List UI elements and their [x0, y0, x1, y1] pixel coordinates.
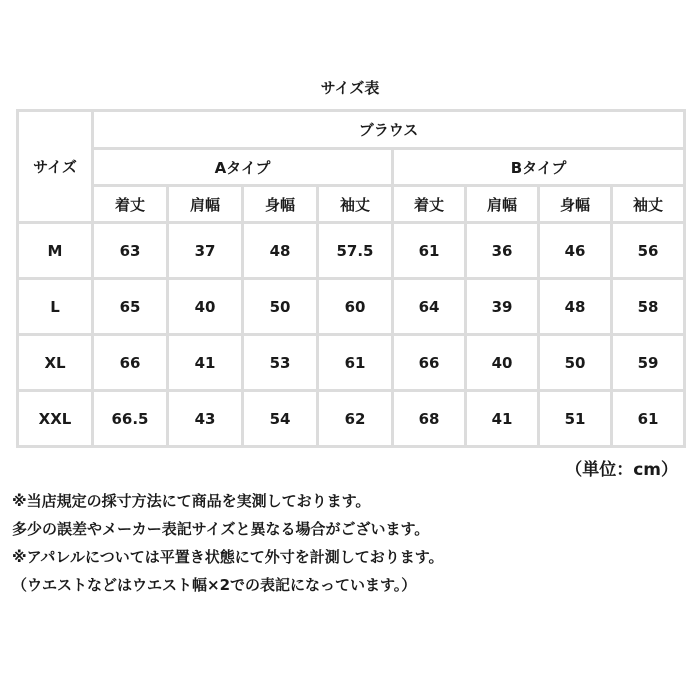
table-cell: 36 [466, 223, 539, 279]
table-cell: 66 [393, 335, 466, 391]
table-cell: 61 [393, 223, 466, 279]
note-line: （ウエストなどはウエスト幅×2での表記になっています。） [12, 576, 417, 594]
size-label: XXL [18, 391, 93, 447]
column-header: 袖丈 [612, 186, 685, 223]
unit-label: （単位：cm） [565, 460, 678, 480]
table-cell: 43 [168, 391, 243, 447]
column-header: 肩幅 [168, 186, 243, 223]
size-table [16, 109, 686, 448]
table-cell: 41 [466, 391, 539, 447]
group-header: ブラウス [93, 111, 685, 149]
type-a-header: Aタイプ [93, 149, 393, 186]
table-cell: 53 [243, 335, 318, 391]
table-cell: 61 [318, 335, 393, 391]
table-cell: 51 [539, 391, 612, 447]
column-header: 着丈 [393, 186, 466, 223]
table-cell: 46 [539, 223, 612, 279]
table-cell: 64 [393, 279, 466, 335]
table-cell: 40 [466, 335, 539, 391]
note-line: 多少の誤差やメーカー表記サイズと異なる場合がございます。 [12, 520, 430, 538]
page-title: サイズ表 [320, 79, 380, 97]
size-label: L [18, 279, 93, 335]
column-header: 袖丈 [318, 186, 393, 223]
size-label: XL [18, 335, 93, 391]
table-cell: 50 [539, 335, 612, 391]
table-cell: 60 [318, 279, 393, 335]
measurement-header-row [18, 186, 685, 223]
table-cell: 48 [539, 279, 612, 335]
size-label: M [18, 223, 93, 279]
column-header: 着丈 [93, 186, 168, 223]
table-cell: 65 [93, 279, 168, 335]
table-cell: 50 [243, 279, 318, 335]
column-header: 身幅 [243, 186, 318, 223]
table-cell: 66.5 [93, 391, 168, 447]
table-cell: 62 [318, 391, 393, 447]
size-column-header: サイズ [18, 111, 93, 223]
table-row [18, 279, 685, 335]
type-b-header: Bタイプ [393, 149, 685, 186]
table-row [18, 335, 685, 391]
table-cell: 41 [168, 335, 243, 391]
table-cell: 58 [612, 279, 685, 335]
table-cell: 63 [93, 223, 168, 279]
table-cell: 68 [393, 391, 466, 447]
table-cell: 40 [168, 279, 243, 335]
table-cell: 48 [243, 223, 318, 279]
column-header: 肩幅 [466, 186, 539, 223]
table-cell: 39 [466, 279, 539, 335]
note-line: ※当店規定の採寸方法にて商品を実測しております。 [12, 492, 371, 510]
notes [12, 487, 692, 599]
table-cell: 56 [612, 223, 685, 279]
table-cell: 59 [612, 335, 685, 391]
table-cell: 61 [612, 391, 685, 447]
column-header: 身幅 [539, 186, 612, 223]
type-header-row [18, 149, 685, 186]
table-row [18, 391, 685, 447]
table-cell: 57.5 [318, 223, 393, 279]
table-cell: 54 [243, 391, 318, 447]
group-header-row [18, 111, 685, 149]
table-cell: 66 [93, 335, 168, 391]
table-row [18, 223, 685, 279]
table-cell: 37 [168, 223, 243, 279]
note-line: ※アパレルについては平置き状態にて外寸を計測しております。 [12, 548, 444, 566]
